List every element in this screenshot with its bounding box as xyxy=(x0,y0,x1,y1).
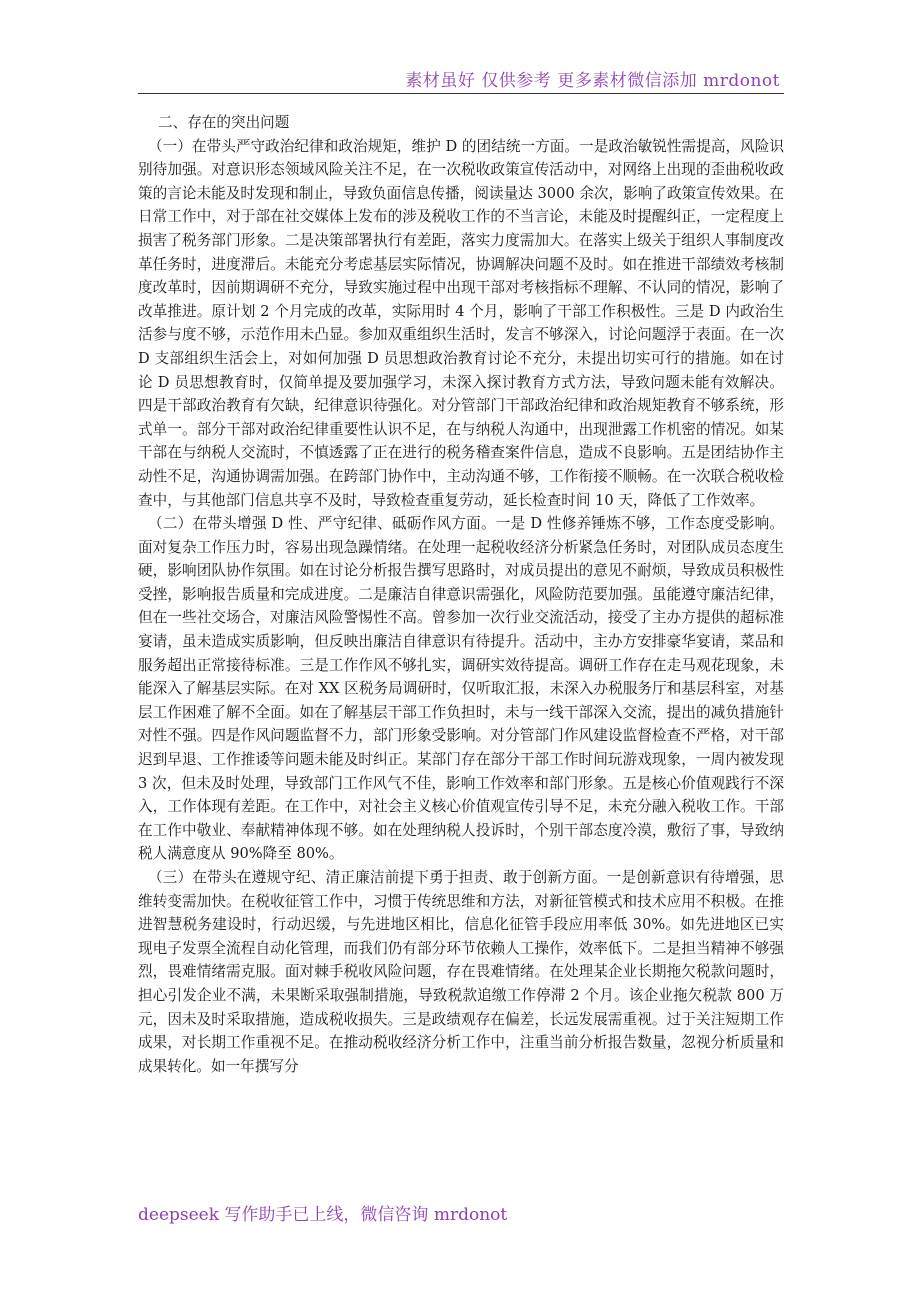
paragraph-1-text: （一）在带头严守政治纪律和政治规矩，维护 D 的团结统一方面。一是政治敏锐性需提高，风险识别待加强。对意识形态领域风险关注不足，在一次税收政策宣传活动中，对网络上出现的歪曲税收政策的言论未能及时发现和制止，导致负面信息传播，阅读量达 3000 余次，影响了政策宣传效果。在日常工作中，对于部在社交媒体上发布的涉及税收工作的不当言论，未能及时提醒纠正，一定程度上损害了税务部门形象。二是决策部署执行有差距，落实力度需加大。在落实上级关于组织人事制度改革任务时，进度滞后。未能充分考虑基层实际情况，协调解决问题不及时。如在推进干部绩效考核制度改革时，因前期调研不充分，导致实施过程中出现干部对考核指标不理解、不认同的情况，影响了改革推进。原计划 2 个月完成的改革，实际用时 4 个月，影响了干部工作积极性。三是 D 内政治生活参与度不够，示范作用未凸显。参加双重组织生活时，发言不够深入，讨论问题浮于表面。在一次 D 支部组织生活会上，对如何加强 D 员思想政治教育讨论不充分，未提出切实可行的措施。如在讨论 D 员思想教育时，仅简单提及要加强学习，未深入探讨教育方式方法，导致问题未能有效解决。四是干部政治教育有欠缺，纪律意识待强化。对分管部门干部政治纪律和政治规矩教育不够系统，形式单一。部分干部对政治纪律重要性认识不足，在与纳税人沟通中，出现泄露工作机密的情况。如某干部在与纳税人交流时，不慎透露了正在进行的税务稽查案件信息，造成不良影响。五是团结协作主动性不足，沟通协调需加强。在跨部门协作中，主动沟通不够，工作衔接不顺畅。在一次联合税收检查中，与其他部门信息共享不及时，导致检查重复劳动，延长检查时间 10 天，降低了工作效率。 xyxy=(138,137,784,509)
section-title: 二、存在的突出问题 xyxy=(158,114,290,131)
page-header xyxy=(138,64,784,94)
document-body xyxy=(138,111,784,1078)
paragraph-2 xyxy=(138,512,784,866)
paragraph-2-text: （二）在带头增强 D 性、严守纪律、砥砺作风方面。一是 D 性修养锤炼不够，工作态度受影响。面对复杂工作压力时，容易出现急躁情绪。在处理一起税收经济分析紧急任务时，对团队成员态度生硬，影响团队协作氛围。如在讨论分析报告撰写思路时，对成员提出的意见不耐烦，导致成员积极性受挫，影响报告质量和完成进度。二是廉洁自律意识需强化，风险防范要加强。虽能遵守廉洁纪律，但在一些社交场合，对廉洁风险警惕性不高。曾参加一次行业交流活动，接受了主办方提供的超标准宴请，虽未造成实质影响，但反映出廉洁自律意识有待提升。活动中，主办方安排豪华宴请，菜品和服务超出正常接待标准。三是工作作风不够扎实，调研实效待提高。调研工作存在走马观花现象，未能深入了解基层实际。在对 XX 区税务局调研时，仅听取汇报，未深入办税服务厅和基层科室，对基层工作困难了解不全面。如在了解基层干部工作负担时，未与一线干部深入交流，提出的减负措施针对性不强。四是作风问题监督不力，部门形象受影响。对分管部门作风建设监督检查不严格，对干部迟到早退、工作推诿等问题未能及时纠正。某部门存在部分干部工作时间玩游戏现象，一周内被发现 3 次，但未及时处理，导致部门工作风气不佳，影响工作效率和部门形象。五是核心价值观践行不深入，工作体现有差距。在工作中，对社会主义核心价值观宣传引导不足，未充分融入税收工作。干部在工作中敬业、奉献精神体现不够。如在处理纳税人投诉时，个别干部态度冷漠，敷衍了事，导致纳税人满意度从 90%降至 80%。 xyxy=(138,515,784,863)
paragraph-1 xyxy=(138,135,784,513)
paragraph-3 xyxy=(138,866,784,1078)
page-footer: deepseek 写作助手已上线，微信咨询 mrdonot xyxy=(138,1205,508,1225)
paragraph-3-text: （三）在带头在遵规守纪、清正廉洁前提下勇于担责、敢于创新方面。一是创新意识有待增强，思维转变需加快。在税收征管工作中，习惯于传统思维和方法，对新征管模式和技术应用不积极。在推进智慧税务建设时，行动迟缓，与先进地区相比，信息化征管手段应用率低 30%。如先进地区已实现电子发票全流程自动化管理，而我们仍有部分环节依赖人工操作，效率低下。二是担当精神不够强烈，畏难情绪需克服。面对棘手税收风险问题，存在畏难情绪。在处理某企业长期拖欠税款问题时，担心引发企业不满，未果断采取强制措施，导致税款追缴工作停滞 2 个月。该企业拖欠税款 800 万元，因未及时采取措施，造成税收损失。三是政绩观存在偏差，长远发展需重视。过于关注短期工作成果，对长期工作重视不足。在推动税收经济分析工作中，注重当前分析报告数量，忽视分析质量和成果转化。如一年撰写分 xyxy=(138,869,784,1075)
header-promo-text: 素材虽好 仅供参考 更多素材微信添加 mrdonot xyxy=(405,71,780,91)
